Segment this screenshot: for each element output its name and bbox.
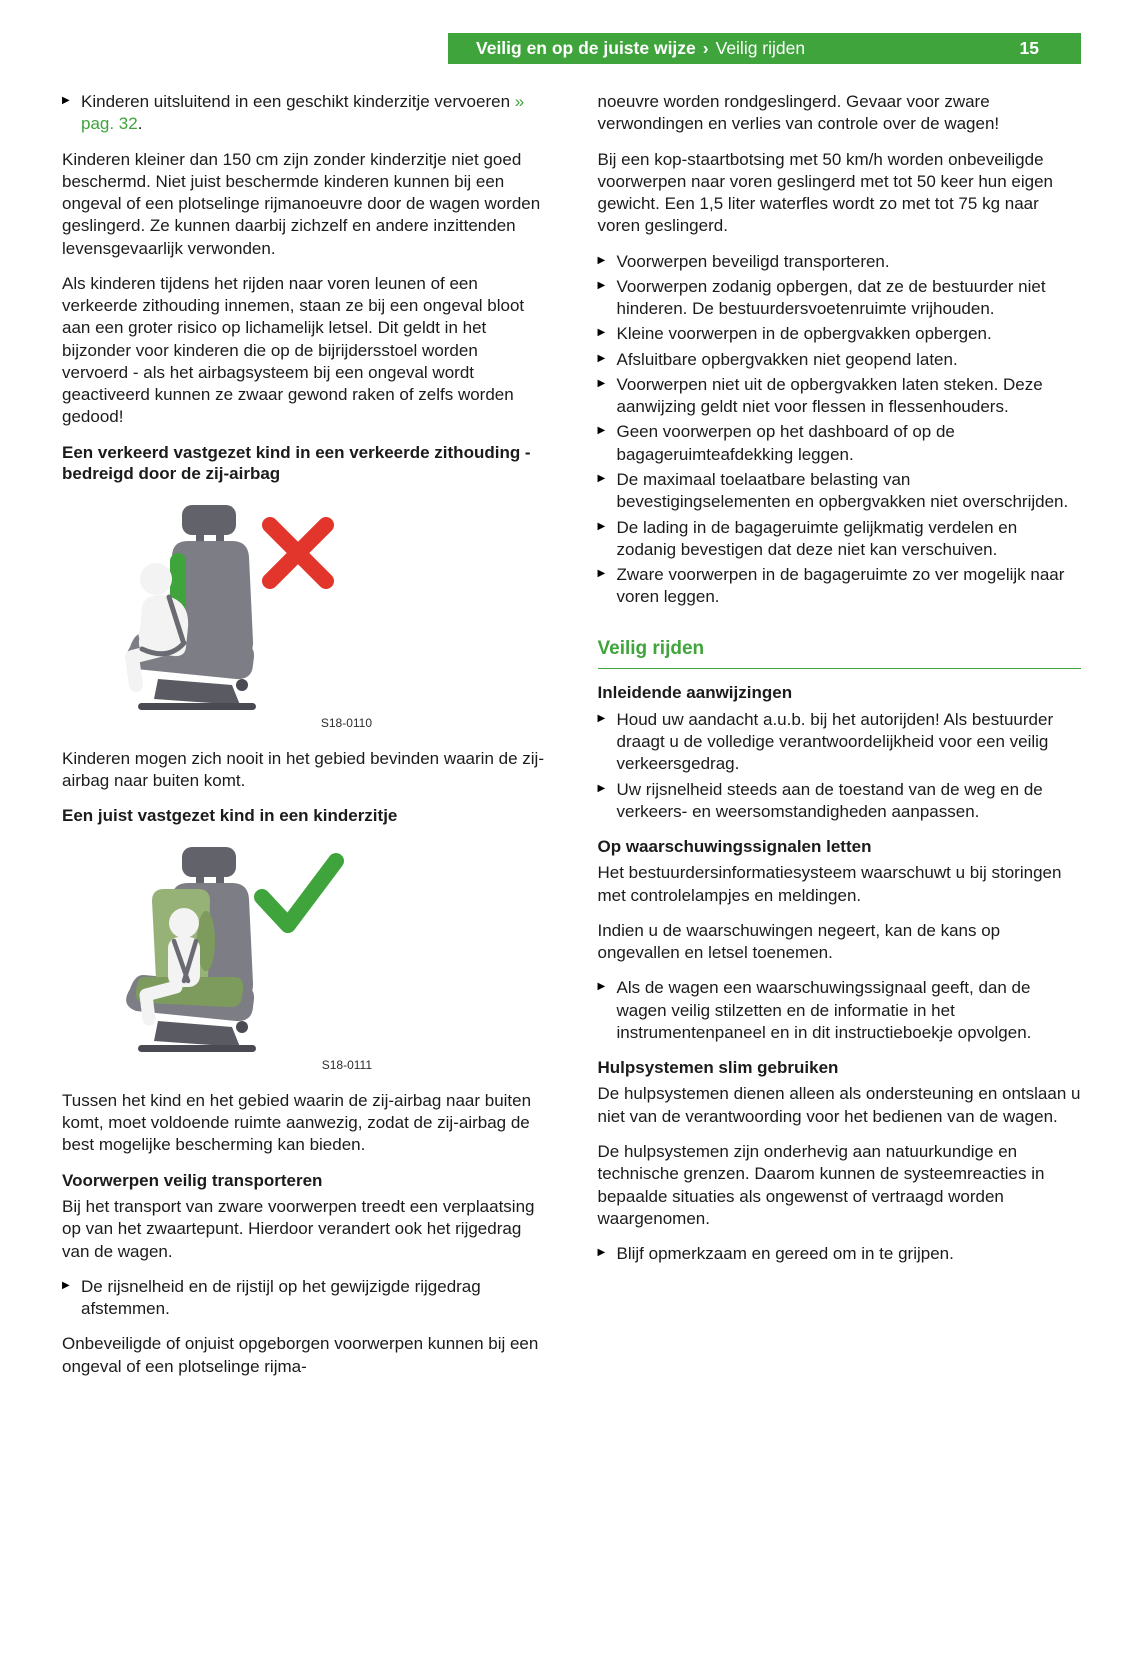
bullet-triangle-icon: ▶: [62, 1279, 70, 1291]
incorrect-child-seating-illustration: [72, 499, 372, 724]
list-item: [598, 421, 1082, 466]
list-item: [62, 91, 546, 136]
figure-correct-seating: [72, 841, 374, 1074]
list-item-text: Afsluitbare opbergvakken niet geopend laten.: [616, 349, 958, 369]
paragraph: Tussen het kind en het gebied waarin de zij-airbag naar buiten komt, moet voldoende ruimte aanwezig, zodat de zij-airbag de best mogelijke bescherming kan bieden.: [62, 1090, 532, 1155]
paragraph: Kinderen mogen zich nooit in het gebied bevinden waarin de zij-airbag naar buiten komt.: [62, 748, 544, 791]
right-column: [598, 91, 1082, 1391]
check-icon: [262, 861, 336, 925]
paragraph: Bij het transport van zware voorwerpen treedt een verplaatsing op van het zwaartepunt. Hierdoor verandert ook het rijgedrag van de wagen.: [62, 1197, 535, 1261]
list-item: [598, 1243, 1082, 1265]
list-item-text: Kleine voorwerpen in de opbergvakken opbergen.: [616, 324, 992, 344]
list-item-text: De maximaal toelaatbare belasting van bevestigingselementen en opbergvakken niet overschrijden.: [616, 469, 1069, 512]
page-content: [62, 91, 1081, 1391]
paragraph: De hulpsystemen zijn onderhevig aan natuurkundige en technische grenzen. Daarom kunnen de systeemreacties in bepaalde situaties als ongewenst of vertraagd worden waargenomen.: [597, 1141, 1045, 1228]
bullet-triangle-icon: ▶: [597, 377, 606, 389]
bullet-list-intro: [598, 709, 1082, 823]
list-item-text: Voorwerpen zodanig opbergen, dat ze de bestuurder niet hinderen. De bestuurdersvoetenruimte vrijhouden.: [616, 276, 1046, 319]
bullet-triangle-icon: ▶: [597, 472, 606, 484]
bullet-triangle-icon: ▶: [597, 254, 606, 266]
paragraph: Het bestuurdersinformatiesysteem waarschuwt u bij storingen met controlelampjes en meldingen.: [597, 863, 1062, 905]
paragraph: De hulpsystemen dienen alleen als ondersteuning en ontslaan u niet van de verantwoording voor het bedienen van de wagen.: [597, 1084, 1081, 1126]
bullet-list: [62, 1276, 546, 1321]
left-column: [62, 91, 546, 1391]
list-item-text: De rijsnelheid en de rijstijl op het gewijzigde rijgedrag afstemmen.: [81, 1276, 481, 1319]
bullet-triangle-icon: ▶: [597, 712, 606, 724]
paragraph: noeuvre worden rondgeslingerd. Gevaar voor zware verwondingen en verlies van controle over de wagen!: [597, 92, 1000, 134]
heading-introductory-notes: Inleidende aanwijzingen: [597, 683, 793, 703]
list-item-text-part: Kinderen uitsluitend in een geschikt kinderzitje vervoeren: [81, 92, 515, 111]
breadcrumb-separator-icon: ›: [702, 38, 709, 58]
bullet-triangle-icon: ▶: [597, 782, 606, 794]
heading-transport-objects: Voorwerpen veilig transporteren: [62, 1170, 323, 1190]
list-item-text-part: .: [137, 114, 143, 134]
list-item: [598, 323, 1082, 345]
paragraph: Onbeveiligde of onjuist opgeborgen voorwerpen kunnen bij een ongeval of een plotselinge rijma-: [62, 1334, 539, 1376]
figure-incorrect-seating: [72, 499, 374, 732]
list-item-text: Voorwerpen niet uit de opbergvakken laten steken. Deze aanwijzing geldt niet voor flessen in flessenhouders.: [616, 374, 1043, 417]
page-reference-link[interactable]: » pag. 32: [81, 92, 525, 134]
list-item-text: Blijf opmerkzaam en gereed om in te grijpen.: [616, 1244, 954, 1264]
list-item: [598, 276, 1082, 321]
page-header-bar: [448, 33, 1081, 64]
bullet-triangle-icon: ▶: [597, 1247, 606, 1259]
paragraph: Bij een kop-staartbotsing met 50 km/h worden onbeveiligde voorwerpen naar voren geslingerd met tot 50 keer hun eigen gewicht. Een 1,5 liter waterfles wordt zo met tot 75 kg naar voren geslingerd.: [597, 149, 1054, 236]
list-item: [598, 374, 1082, 419]
heading-warning-signals: Op waarschuwingssignalen letten: [597, 837, 872, 857]
page-number: 15: [1019, 38, 1039, 58]
bullet-list-storage: [598, 251, 1082, 609]
breadcrumb-chapter: Veilig en op de juiste wijze: [476, 38, 696, 58]
breadcrumb-section: Veilig rijden: [715, 38, 806, 58]
section-title-safe-driving: Veilig rijden: [598, 637, 1082, 670]
list-item-text: Als de wagen een waarschuwingssignaal geeft, dan de wagen veilig stilzetten en de informatie in het instrumentenpaneel en in dit instructieboekje opvolgen.: [616, 978, 1032, 1042]
bullet-list: [598, 1243, 1082, 1265]
list-item: [598, 517, 1082, 562]
paragraph: Indien u de waarschuwingen negeert, kan de kans op ongevallen en letsel toenemen.: [597, 920, 1001, 963]
list-item: [598, 349, 1082, 371]
list-item: [598, 469, 1082, 514]
bullet-list: [598, 977, 1082, 1044]
correct-child-seating-illustration: [72, 841, 372, 1066]
list-item-text: Geen voorwerpen op het dashboard of op de bagageruimteafdekking leggen.: [616, 422, 955, 464]
paragraph: Kinderen kleiner dan 150 cm zijn zonder kinderzitje niet goed beschermd. Niet juist beschermde kinderen kunnen bij een ongeval of een plotselinge rijmanoeuvre door de wagen worden geslingerd. Ze kunnen daarbij zichzelf en andere inzittenden levensgevaarlijk verwonden.: [62, 149, 541, 258]
bullet-list: [62, 91, 546, 136]
list-item-text: Houd uw aandacht a.u.b. bij het autorijden! Als bestuurder draagt u de volledige verantwoordelijkheid voor een veilig verkeersgedrag.: [616, 709, 1054, 774]
bullet-triangle-icon: ▶: [597, 520, 606, 532]
paragraph: Als kinderen tijdens het rijden naar voren leunen of een verkeerde zithouding innemen, staan ze bij een ongeval bloot aan een groter risico op lichamelijk letsel. Dit geldt in het bijzonder voor kinderen die op de bijrijdersstoel worden vervoerd - als het airbagsysteem bij een ongeval wordt geactiveerd kunnen ze zwaar gewond raken of zelfs worden gedood!: [62, 273, 525, 427]
list-item: [598, 779, 1082, 824]
list-item: [598, 564, 1082, 609]
bullet-triangle-icon: ▶: [597, 352, 606, 364]
bullet-triangle-icon: ▶: [597, 568, 606, 580]
figure-heading-correct: Een juist vastgezet kind in een kinderzitje: [62, 806, 398, 826]
list-item-text: Voorwerpen beveiligd transporteren.: [616, 251, 890, 271]
bullet-triangle-icon: ▶: [597, 327, 606, 339]
figure-caption: S18-0110: [320, 716, 372, 731]
list-item-text: Uw rijsnelheid steeds aan de toestand van de weg en de verkeers- en weersomstandigheden aanpassen.: [616, 779, 1043, 821]
figure-heading-incorrect: Een verkeerd vastgezet kind in een verkeerde zithouding - bedreigd door de zij-airbag: [62, 442, 531, 484]
figure-caption: S18-0111: [321, 1058, 372, 1073]
bullet-triangle-icon: ▶: [62, 95, 70, 106]
list-item: [598, 251, 1082, 273]
list-item: [598, 977, 1082, 1044]
list-item: [62, 1276, 546, 1321]
cross-icon: [270, 525, 326, 581]
bullet-triangle-icon: ▶: [597, 279, 606, 291]
bullet-triangle-icon: ▶: [597, 425, 606, 437]
bullet-triangle-icon: ▶: [597, 981, 606, 993]
list-item-text: Zware voorwerpen in de bagageruimte zo ver mogelijk naar voren leggen.: [616, 565, 1065, 607]
list-item-text: [81, 91, 546, 136]
heading-assist-systems: Hulpsystemen slim gebruiken: [597, 1058, 839, 1078]
list-item-text: De lading in de bagageruimte gelijkmatig verdelen en zodanig bevestigen dat deze niet kan verschuiven.: [616, 517, 1018, 559]
list-item: [598, 709, 1082, 776]
